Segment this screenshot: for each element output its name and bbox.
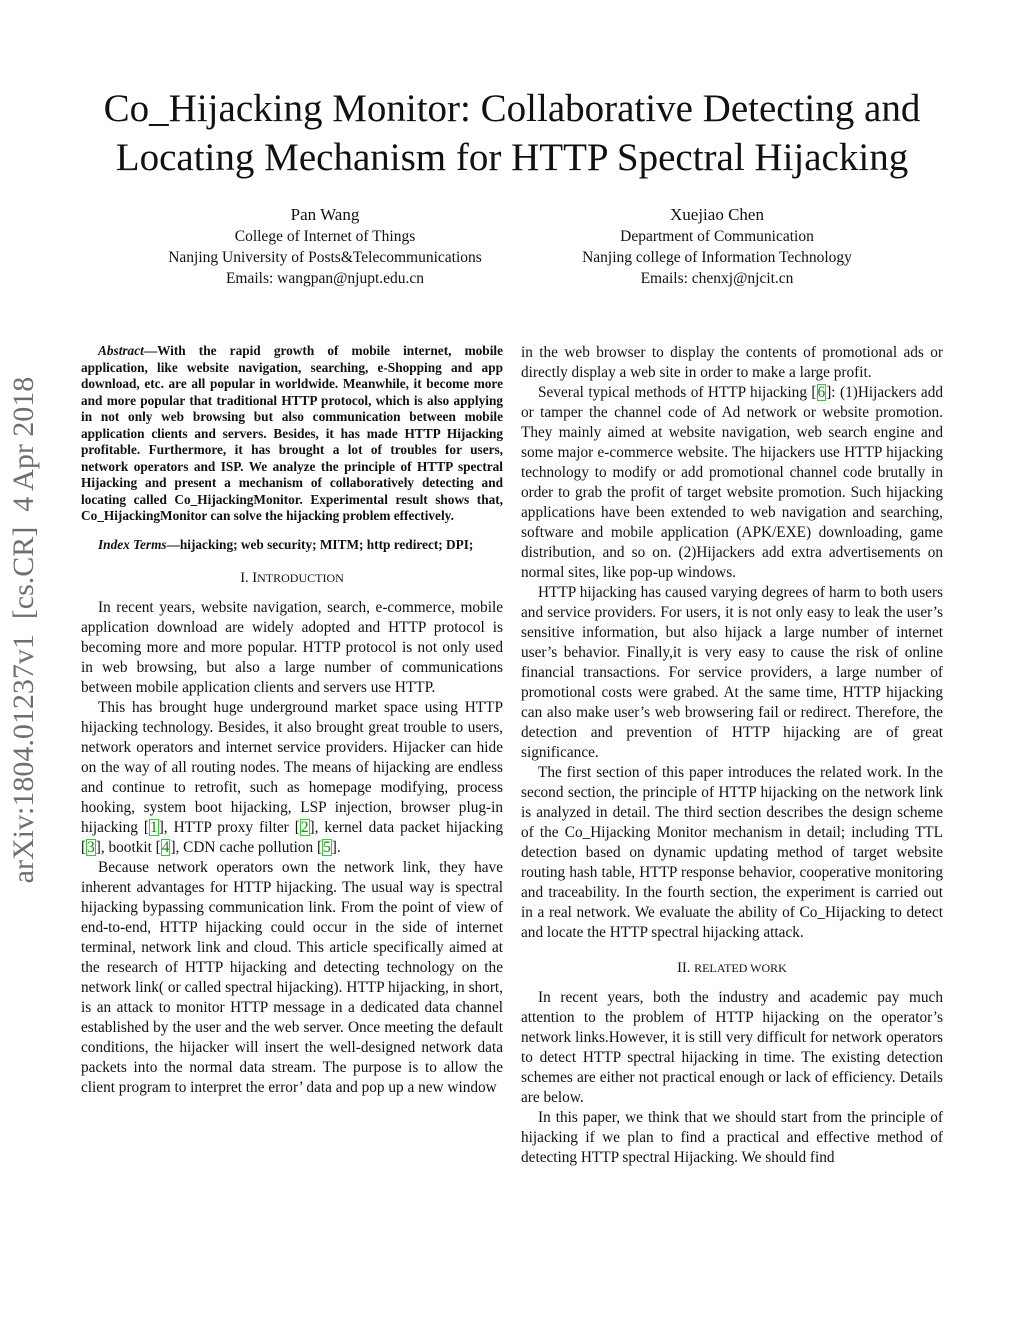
citation-link[interactable]: 6 (817, 384, 826, 401)
author-organization: Nanjing University of Posts&Telecommunications (168, 249, 482, 266)
author-email: Emails: wangpan@njupt.edu.cn (225, 270, 425, 287)
section-heading-introduction: I. INTRODUCTION (240, 570, 344, 586)
intro-paragraph-4: Several typical methods of HTTP hijacking [6]: (1)Hijackers add or tamper the channel code of Ad network or website promotion. They mainly aimed at website navigation, web search engine and some major e-commerce website. The hijackers use HTTP hijacking technology to modify or add promotional channel code brutally in order to grab the profit of target website promotion. Such hijacking applications have been extended to web navigation and searching, software and mobile application (APK/EXE) downloading, game distribution, and so on. (2)Hijackers add extra advertisements on normal sites, like pop-up windows. (521, 384, 943, 581)
abstract-label: Abstract (98, 343, 144, 358)
citation-link[interactable]: 5 (323, 839, 331, 856)
citation-link[interactable]: 2 (300, 819, 309, 836)
related-paragraph-2: In this paper, we think that we should start from the principle of hijacking if we plan to find a practical and effective method of detecting HTTP spectral Hijacking. We should find (521, 1109, 943, 1166)
author-email: Emails: chenxj@njcit.cn (640, 270, 794, 287)
section-heading-related-work: II. RELATED WORK (677, 960, 787, 976)
related-paragraph-1: In recent years, both the industry and academic pay much attention to the problem of HTTP hijacking on the operator’s network links.However, it is still very difficult for network operators to detect HTTP spectral hijacking in time. The existing detection schemes are either not practical enough or lack of efficiency. Details are below. (521, 989, 943, 1106)
right-column (521, 343, 943, 1168)
author-organization: Nanjing college of Information Technology (582, 249, 852, 266)
abstract (81, 343, 503, 525)
author-block (115, 203, 535, 289)
left-column (81, 343, 503, 1098)
citation-link[interactable]: 3 (87, 839, 95, 856)
arxiv-identifier: arXiv:1804.01237v1 [cs.CR] 4 Apr 2018 (7, 376, 40, 884)
index-terms-text: —hijacking; web security; MITM; http redirect; DPI; (166, 536, 474, 552)
intro-paragraph-6: The first section of this paper introduces the related work. In the second section, the principle of HTTP hijacking on the network link is analyzed in detail. The third section describes the design scheme of the Co_Hijacking Monitor mechanism in detail; including TTL detection based on dynamic updating method of target website routing hash table, HTTP response behavior, cooperative monitoring and traceability. In the fourth section, the experiment is carried out in a real network. We evaluate the ability of Co_Hijacking to detect and locate the HTTP spectral hijacking attack. (521, 764, 943, 941)
citation-link[interactable]: 1 (150, 819, 158, 836)
paper-title: Co_Hijacking Monitor: Collaborative Detecting and Locating Mechanism for HTTP Spectral Hijacking (103, 87, 921, 179)
intro-paragraph-5: HTTP hijacking has caused varying degrees of harm to both users and service providers. For users, it is not only easy to leak the user’s sensitive information, but also hijack a large number of internet user’s behavior. Finally,it is very easy to cause the risk of online financial transactions. For service providers, a large number of promotional costs were grabed. At the same time, HTTP hijacking can also make user’s web browsering fail or redirect. Therefore, the detection and prevention of HTTP hijacking are of great significance. (521, 584, 943, 761)
abstract-text: —With the rapid growth of mobile internet, mobile application, like website navigation, searching, e-Shopping and app download, etc. are all popular in worldwide. Meanwhile, it become more and more popular that traditional HTTP protocol, which is also applying in not only web browsing but also communication between mobile application clients and servers. Besides, it has made HTTP Hijacking profitable. Furthermore, it has brought a lot of troubles for users, network operators and ISP. We analyze the principle of HTTP spectral Hijacking and present a mechanism of collaboratively detecting and locating called Co_HijackingMonitor. Experimental result shows that, Co_HijackingMonitor can solve the hijacking problem effectively. (81, 343, 503, 523)
index-terms (81, 537, 503, 554)
author-name: Xuejiao Chen (670, 205, 764, 224)
author-name: Pan Wang (290, 205, 360, 224)
intro-paragraph-2: This has brought huge underground market space using HTTP hijacking technology. Besides, it also brought great trouble to users, network operators and internet service providers. Hijacker can hide on the way of all routing nodes. The means of hijacking are endless and continue to retrofit, such as homepage modifying, process hooking, system boot hijacking, LSP injection, browser plug-in hijacking [1], HTTP proxy filter [2], kernel data packet hijacking [3], bootkit [4], CDN cache pollution [5]. (81, 699, 503, 856)
index-terms-label: Index Terms (98, 536, 167, 552)
intro-paragraph-3-continued: in the web browser to display the contents of promotional ads or directly display a web site in order to make a large profit. (521, 344, 943, 381)
author-department: College of Internet of Things (234, 228, 416, 245)
intro-paragraph-1: In recent years, website navigation, search, e-commerce, mobile application download are widely adopted and HTTP protocol is becoming more and more popular. HTTP protocol is not only used in web browsing, but also a large number of communications between mobile application clients and servers use HTTP. (81, 599, 503, 696)
author-block (507, 203, 927, 289)
intro-paragraph-3: Because network operators own the network link, they have inherent advantages for HTTP hijacking. The usual way is spectral hijacking bypassing communication link. From the point of view of end-to-end, HTTP hijacking could occur in the side of internet terminal, network link and cloud. This article specifically aimed at the research of HTTP hijacking and detecting technology on the network link( or called spectral hijacking). HTTP hijacking, in short, is an attack to monitor HTTP message in a dedicated data channel established by the user and the web server. Once meeting the default conditions, the hijacker will insert the well-designed network data packets into the normal data stream. The purpose is to allow the client program to interpret the error’ data and pop up a new window (81, 859, 503, 1096)
citation-link[interactable]: 4 (161, 839, 170, 856)
author-department: Department of Communication (620, 228, 814, 245)
